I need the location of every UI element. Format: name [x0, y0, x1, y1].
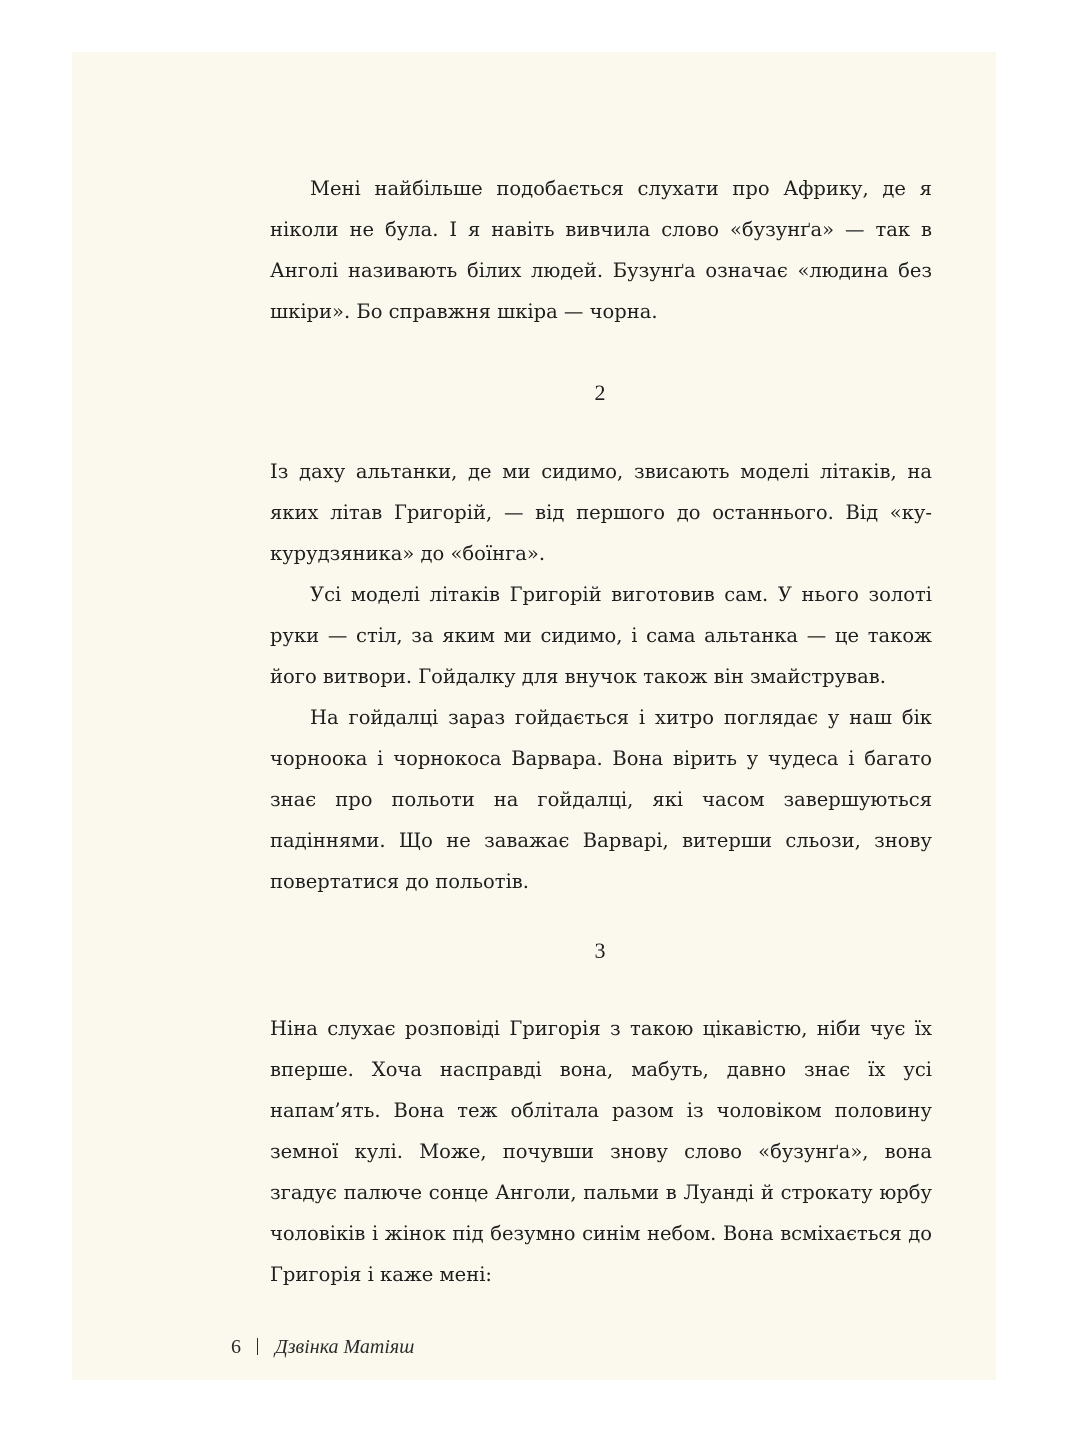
paragraph: Усі моделі літаків Григорій виготовив сам. У нього золоті руки — стіл, за яким ми сидимо, і сама альтанка — це також його витвори. Гойдалку для внучок також він змайстрував. [270, 583, 932, 688]
paragraph: Мені найбільше подобається слухати про Африку, де я ніколи не була. І я навіть вивчила слово «бузунґа» — так в Анголі називають білих людей. Бузунґа означає «людина без шкіри». Бо справжня шкіра — чорна. [270, 177, 932, 323]
section-number-2: 2 [594, 380, 606, 405]
page-number: 6 [231, 1336, 241, 1358]
paragraph: Ніна слухає розповіді Григорія з такою цікавістю, ніби чує їх вперше. Хоча насправді вона, мабуть, давно знає їх усі напам’ять. Вона теж облітала разом із чоловіком половину земної кулі. Може, почувши знову слово «бузунґа», вона згадує палюче сонце Анголи, пальми в Луанді й строкату юрбу чоловіків і жінок під безумно синім небом. Вона всміхається до Григорія і каже мені: [270, 1017, 932, 1286]
section-2-text [270, 451, 932, 902]
section-number-3: 3 [594, 938, 606, 963]
running-author: Дзвінка Матіяш [275, 1336, 415, 1358]
paragraph: На гойдалці зараз гойдається і хитро поглядає у наш бік чорноока і чорнокоса Варвара. Вона вірить у чудеса і багато знає про польоти на гойдалці, які часом завершуються падіннями. Що не заважає Варварі, витерши сльози, знову повертатися до польотів. [270, 706, 932, 893]
footer-divider [257, 1338, 258, 1355]
intro-text [270, 168, 932, 332]
paragraph: Із даху альтанки, де ми сидимо, звисають моделі літаків, на яких літав Григорій, — від першого до останнього. Від «кукурудзяника» до «боїнга». [270, 460, 932, 565]
page-footer [231, 1336, 414, 1359]
section-3-text [270, 1008, 932, 1295]
